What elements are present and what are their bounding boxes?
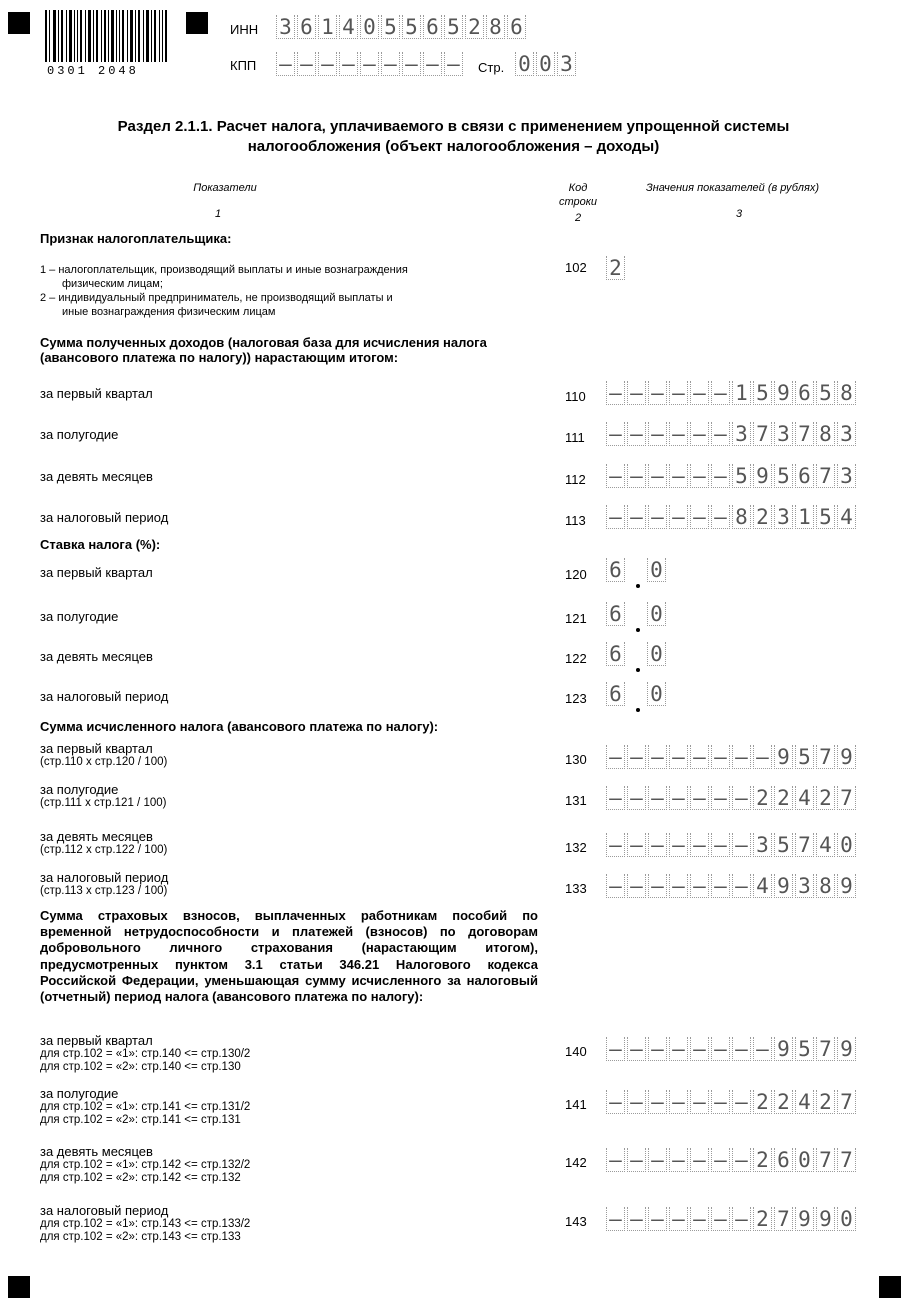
digit-cell: – — [690, 1090, 709, 1114]
line-code-140: 140 — [565, 1044, 587, 1059]
taxpayer-note-1b: физическим лицам; — [62, 278, 163, 290]
digit-cell: – — [711, 381, 730, 405]
calc-heading: Сумма исчисленного налога (авансового платежа по налогу): — [40, 719, 439, 734]
line-code-121: 121 — [565, 611, 587, 626]
digit-cell: – — [669, 1148, 688, 1172]
digit-cell: 3 — [557, 52, 576, 76]
line-code-112: 112 — [565, 472, 586, 487]
digit-cell: – — [606, 1148, 625, 1172]
digit-cell: – — [690, 422, 709, 446]
digit-cell: 5 — [795, 745, 814, 769]
digit-cell: 3 — [774, 422, 793, 446]
digit-cell: 4 — [837, 505, 856, 529]
page-label: Стр. — [478, 60, 505, 75]
digit-cell: – — [669, 786, 688, 810]
digit-cell: 0 — [360, 15, 379, 39]
insurance-row-label — [40, 1144, 250, 1185]
corner-marker-top-left — [8, 12, 30, 34]
digit-cell: 8 — [816, 422, 835, 446]
line-code-142: 142 — [565, 1155, 587, 1170]
digit-cell: 2 — [753, 505, 772, 529]
section-title-line2: налогообложения (объект налогообложения – доходы) — [247, 138, 660, 155]
digit-cell: 1 — [732, 381, 751, 405]
digit-cell: – — [627, 1148, 646, 1172]
digit-cell: – — [711, 1090, 730, 1114]
digit-cell: – — [669, 874, 688, 898]
digit-cell: – — [669, 464, 688, 488]
calc-row-label — [40, 741, 167, 769]
digit-cell: – — [711, 422, 730, 446]
calc-value-cells — [606, 745, 858, 769]
calc-row-title: за первый квартал — [40, 741, 153, 756]
barcode-icon — [45, 10, 167, 62]
digit-cell: 5 — [774, 464, 793, 488]
digit-cell: – — [690, 505, 709, 529]
digit-cell: – — [711, 464, 730, 488]
digit-cell: 6 — [795, 381, 814, 405]
digit-cell: – — [648, 505, 667, 529]
digit-cell: – — [732, 1207, 751, 1231]
income-heading-line1: Сумма полученных доходов (налоговая база для исчисления налога — [40, 335, 487, 350]
calc-value-cells — [606, 786, 858, 810]
insurance-row-label — [40, 1033, 250, 1074]
digit-cell: – — [690, 833, 709, 857]
digit-cell: 2 — [774, 786, 793, 810]
digit-cell: – — [627, 833, 646, 857]
calc-row-title: за полугодие — [40, 782, 119, 797]
digit-cell: 5 — [444, 15, 463, 39]
digit-cell: – — [606, 1207, 625, 1231]
income-row-label: за первый квартал — [40, 386, 153, 401]
digit-cell: 1 — [318, 15, 337, 39]
income-value-cells — [606, 505, 858, 529]
digit-cell: 7 — [837, 1090, 856, 1114]
line-code-110: 110 — [565, 389, 586, 404]
digit-cell: 5 — [402, 15, 421, 39]
column-header-code-line2: строки — [558, 196, 598, 208]
digit-cell: 3 — [774, 505, 793, 529]
calc-row-formula: (стр.110 х стр.120 / 100) — [40, 756, 168, 768]
digit-cell: – — [648, 422, 667, 446]
column-number-2: 2 — [574, 212, 582, 224]
digit-cell: – — [669, 745, 688, 769]
digit-cell: – — [627, 786, 646, 810]
digit-cell: – — [627, 505, 646, 529]
digit-cell: 9 — [774, 745, 793, 769]
digit-cell: – — [627, 464, 646, 488]
digit-cell: – — [669, 505, 688, 529]
digit-cell: 0 — [536, 52, 555, 76]
digit-cell: 5 — [795, 1037, 814, 1061]
digit-cell: 0 — [647, 682, 666, 706]
digit-cell: – — [690, 464, 709, 488]
digit-cell: 6 — [507, 15, 526, 39]
column-header-values: Значения показателей (в рублях) — [645, 182, 819, 194]
decimal-point — [636, 628, 640, 632]
column-number-3: 3 — [735, 208, 743, 220]
income-row-label: за налоговый период — [40, 510, 169, 525]
digit-cell: 2 — [606, 256, 625, 280]
digit-cell: – — [648, 1090, 667, 1114]
digit-cell: 9 — [837, 1037, 856, 1061]
digit-cell: 5 — [381, 15, 400, 39]
corner-marker-bottom-right — [879, 1276, 901, 1298]
digit-cell: 2 — [753, 1090, 772, 1114]
insurance-row-title: за налоговый период — [40, 1203, 169, 1218]
digit-cell: 6 — [606, 558, 625, 582]
insurance-row-condition: для стр.102 = «1»: стр.140 <= стр.130/2 — [40, 1048, 251, 1060]
digit-cell: 9 — [795, 1207, 814, 1231]
digit-cell: – — [690, 1037, 709, 1061]
digit-cell: 4 — [753, 874, 772, 898]
digit-cell: 0 — [647, 602, 666, 626]
digit-cell: – — [669, 1207, 688, 1231]
digit-cell: – — [711, 1037, 730, 1061]
digit-cell: – — [690, 745, 709, 769]
digit-cell: 7 — [795, 422, 814, 446]
taxpayer-heading: Признак налогоплательщика: — [40, 231, 232, 246]
digit-cell: – — [648, 381, 667, 405]
corner-marker-top-center — [186, 12, 208, 34]
digit-cell: 2 — [774, 1090, 793, 1114]
digit-cell: – — [318, 52, 337, 76]
digit-cell: – — [606, 381, 625, 405]
line-code-123: 123 — [565, 691, 587, 706]
insurance-row-condition: для стр.102 = «2»: стр.143 <= стр.133 — [40, 1231, 241, 1243]
digit-cell: – — [732, 1090, 751, 1114]
rate-value-cells — [606, 642, 668, 666]
digit-cell: – — [711, 874, 730, 898]
digit-cell: 6 — [606, 642, 625, 666]
decimal-point — [636, 584, 640, 588]
digit-cell: – — [669, 1090, 688, 1114]
digit-cell: – — [381, 52, 400, 76]
digit-cell: 4 — [795, 1090, 814, 1114]
digit-cell: – — [606, 464, 625, 488]
digit-cell: 7 — [837, 786, 856, 810]
digit-cell: – — [711, 505, 730, 529]
digit-cell: 7 — [795, 833, 814, 857]
digit-cell: – — [648, 786, 667, 810]
calc-value-cells — [606, 874, 858, 898]
insurance-row-title: за девять месяцев — [40, 1144, 153, 1159]
digit-cell: 3 — [276, 15, 295, 39]
line-code-102: 102 — [565, 260, 587, 275]
income-row-label: за девять месяцев — [40, 469, 153, 484]
section-title — [0, 117, 907, 157]
digit-cell: – — [606, 745, 625, 769]
digit-cell: 5 — [774, 833, 793, 857]
digit-cell: – — [423, 52, 442, 76]
corner-marker-bottom-left — [8, 1276, 30, 1298]
insurance-value-cells — [606, 1090, 858, 1114]
digit-cell: 7 — [753, 422, 772, 446]
digit-cell: – — [297, 52, 316, 76]
digit-cell: 7 — [816, 464, 835, 488]
digit-cell: – — [606, 833, 625, 857]
insurance-row-condition: для стр.102 = «1»: стр.141 <= стр.131/2 — [40, 1101, 251, 1113]
calc-row-label — [40, 782, 166, 810]
digit-cell: – — [669, 381, 688, 405]
digit-cell: – — [732, 874, 751, 898]
digit-cell: – — [402, 52, 421, 76]
digit-cell: 2 — [816, 1090, 835, 1114]
line-code-143: 143 — [565, 1214, 587, 1229]
digit-cell: 6 — [606, 602, 625, 626]
digit-cell: 7 — [816, 1148, 835, 1172]
insurance-row-label — [40, 1203, 250, 1244]
digit-cell: 6 — [297, 15, 316, 39]
line-code-133: 133 — [565, 881, 587, 896]
line-code-141: 141 — [565, 1097, 587, 1112]
digit-cell: – — [732, 745, 751, 769]
calc-row-title: за налоговый период — [40, 870, 169, 885]
rate-value-cells — [606, 602, 668, 626]
digit-cell: – — [648, 874, 667, 898]
inn-label: ИНН — [230, 22, 259, 37]
insurance-value-cells — [606, 1148, 858, 1172]
digit-cell: 0 — [837, 833, 856, 857]
rate-row-label: за налоговый период — [40, 689, 169, 704]
line-code-132: 132 — [565, 840, 587, 855]
digit-cell: – — [732, 833, 751, 857]
column-number-1: 1 — [214, 208, 222, 220]
digit-cell: 0 — [647, 558, 666, 582]
rate-value-cells — [606, 558, 668, 582]
digit-cell: – — [669, 1037, 688, 1061]
income-heading-line2: (авансового платежа по налогу)) нарастающим итогом: — [40, 350, 399, 365]
barcode-number: 0301 2048 — [47, 64, 139, 78]
digit-cell: 7 — [774, 1207, 793, 1231]
digit-cell: 9 — [753, 464, 772, 488]
digit-cell: – — [606, 505, 625, 529]
digit-cell: – — [690, 874, 709, 898]
digit-cell: – — [339, 52, 358, 76]
insurance-row-condition: для стр.102 = «2»: стр.141 <= стр.131 — [40, 1114, 241, 1126]
digit-cell: – — [648, 1037, 667, 1061]
insurance-row-condition: для стр.102 = «1»: стр.142 <= стр.132/2 — [40, 1159, 251, 1171]
digit-cell: 3 — [732, 422, 751, 446]
digit-cell: – — [627, 1090, 646, 1114]
digit-cell: 1 — [795, 505, 814, 529]
digit-cell: – — [444, 52, 463, 76]
line-code-113: 113 — [565, 513, 586, 528]
digit-cell: 0 — [515, 52, 534, 76]
insurance-row-title: за полугодие — [40, 1086, 119, 1101]
digit-cell: – — [753, 1037, 772, 1061]
digit-cell: 8 — [837, 381, 856, 405]
calc-value-cells — [606, 833, 858, 857]
calc-row-formula: (стр.113 х стр.123 / 100) — [40, 885, 168, 897]
taxpayer-sign-cell — [606, 256, 627, 280]
digit-cell: 5 — [816, 381, 835, 405]
rate-value-cells — [606, 682, 668, 706]
digit-cell: – — [690, 1207, 709, 1231]
digit-cell: – — [627, 745, 646, 769]
income-value-cells — [606, 422, 858, 446]
digit-cell: – — [690, 1148, 709, 1172]
insurance-row-condition: для стр.102 = «2»: стр.140 <= стр.130 — [40, 1061, 241, 1073]
line-code-130: 130 — [565, 752, 587, 767]
digit-cell: 0 — [795, 1148, 814, 1172]
page-cells — [515, 52, 578, 76]
income-value-cells — [606, 381, 858, 405]
digit-cell: – — [648, 1207, 667, 1231]
digit-cell: 0 — [837, 1207, 856, 1231]
column-header-indicators: Показатели — [193, 182, 257, 194]
decimal-point — [636, 708, 640, 712]
digit-cell: 8 — [486, 15, 505, 39]
digit-cell: 2 — [465, 15, 484, 39]
digit-cell: – — [711, 1148, 730, 1172]
calc-row-label — [40, 870, 168, 898]
decimal-point — [636, 668, 640, 672]
digit-cell: 8 — [816, 874, 835, 898]
section-title-line1: Раздел 2.1.1. Расчет налога, уплачиваемого в связи с применением упрощенной системы — [117, 118, 790, 135]
insurance-value-cells — [606, 1207, 858, 1231]
digit-cell: – — [627, 1207, 646, 1231]
digit-cell: – — [648, 745, 667, 769]
column-header-code-line1: Код — [568, 182, 588, 194]
digit-cell: – — [606, 874, 625, 898]
digit-cell: 6 — [795, 464, 814, 488]
digit-cell: 2 — [753, 1148, 772, 1172]
digit-cell: 9 — [774, 874, 793, 898]
insurance-value-cells — [606, 1037, 858, 1061]
digit-cell: – — [690, 786, 709, 810]
digit-cell: 6 — [423, 15, 442, 39]
digit-cell: – — [690, 381, 709, 405]
rate-row-label: за полугодие — [40, 609, 119, 624]
digit-cell: 9 — [837, 874, 856, 898]
digit-cell: 4 — [795, 786, 814, 810]
digit-cell: – — [606, 1090, 625, 1114]
insurance-row-condition: для стр.102 = «1»: стр.143 <= стр.133/2 — [40, 1218, 251, 1230]
digit-cell: 0 — [647, 642, 666, 666]
line-code-111: 111 — [565, 430, 585, 445]
digit-cell: 9 — [837, 745, 856, 769]
digit-cell: 7 — [837, 1148, 856, 1172]
line-code-122: 122 — [565, 651, 587, 666]
digit-cell: – — [648, 464, 667, 488]
digit-cell: 3 — [837, 422, 856, 446]
digit-cell: 7 — [816, 745, 835, 769]
digit-cell: – — [669, 833, 688, 857]
digit-cell: – — [627, 381, 646, 405]
digit-cell: – — [276, 52, 295, 76]
taxpayer-note-2a: 2 – индивидуальный предприниматель, не производящий выплаты и — [40, 292, 393, 304]
digit-cell: – — [606, 786, 625, 810]
calc-row-title: за девять месяцев — [40, 829, 153, 844]
kpp-label: КПП — [230, 58, 257, 73]
rate-row-label: за девять месяцев — [40, 649, 153, 664]
line-code-120: 120 — [565, 567, 587, 582]
digit-cell: – — [606, 1037, 625, 1061]
digit-cell: 5 — [753, 381, 772, 405]
digit-cell: 3 — [795, 874, 814, 898]
taxpayer-note-2b: иные вознаграждения физическим лицам — [62, 306, 276, 318]
taxpayer-note-1a: 1 – налогоплательщик, производящий выплаты и иные вознаграждения — [40, 264, 408, 276]
digit-cell: – — [648, 1148, 667, 1172]
calc-row-formula: (стр.111 х стр.121 / 100) — [40, 797, 167, 809]
digit-cell: 9 — [816, 1207, 835, 1231]
calc-row-label — [40, 829, 167, 857]
kpp-cells — [276, 52, 465, 76]
digit-cell: 2 — [753, 1207, 772, 1231]
digit-cell: 4 — [339, 15, 358, 39]
digit-cell: – — [711, 1207, 730, 1231]
digit-cell: 9 — [774, 1037, 793, 1061]
digit-cell: – — [732, 1148, 751, 1172]
digit-cell: – — [711, 786, 730, 810]
digit-cell: – — [732, 1037, 751, 1061]
digit-cell: 3 — [837, 464, 856, 488]
digit-cell: 4 — [816, 833, 835, 857]
income-heading — [40, 335, 487, 365]
rate-row-label: за первый квартал — [40, 565, 153, 580]
digit-cell: – — [711, 745, 730, 769]
insurance-row-label — [40, 1086, 250, 1127]
digit-cell: 6 — [606, 682, 625, 706]
digit-cell: – — [606, 422, 625, 446]
digit-cell: – — [360, 52, 379, 76]
digit-cell: – — [627, 1037, 646, 1061]
digit-cell: – — [627, 422, 646, 446]
line-code-131: 131 — [565, 793, 587, 808]
digit-cell: 6 — [774, 1148, 793, 1172]
digit-cell: 8 — [732, 505, 751, 529]
digit-cell: 5 — [816, 505, 835, 529]
rate-heading: Ставка налога (%): — [40, 537, 161, 552]
digit-cell: 2 — [816, 786, 835, 810]
digit-cell: 3 — [753, 833, 772, 857]
digit-cell: – — [753, 745, 772, 769]
income-value-cells — [606, 464, 858, 488]
insurance-heading: Сумма страховых взносов, выплаченных работникам пособий по временной нетрудоспособности и платежей (взносов) по договорам добровольного личного страхования (нарастающим итогом), предусмотренных пунктом 3.1 статьи 346.21 Налогового кодекса Российской Федерации, уменьшающая сумму исчисленного за налоговый (отчетный) период налога (авансового платежа по налогу): — [40, 908, 538, 1005]
digit-cell: 2 — [753, 786, 772, 810]
income-row-label: за полугодие — [40, 427, 119, 442]
digit-cell: – — [732, 786, 751, 810]
digit-cell: 7 — [816, 1037, 835, 1061]
digit-cell: 5 — [732, 464, 751, 488]
digit-cell: 9 — [774, 381, 793, 405]
inn-cells — [276, 15, 528, 39]
digit-cell: – — [627, 874, 646, 898]
digit-cell: – — [711, 833, 730, 857]
digit-cell: – — [669, 422, 688, 446]
insurance-row-title: за первый квартал — [40, 1033, 153, 1048]
insurance-row-condition: для стр.102 = «2»: стр.142 <= стр.132 — [40, 1172, 241, 1184]
calc-row-formula: (стр.112 х стр.122 / 100) — [40, 844, 168, 856]
taxpayer-note — [40, 263, 408, 319]
digit-cell: – — [648, 833, 667, 857]
